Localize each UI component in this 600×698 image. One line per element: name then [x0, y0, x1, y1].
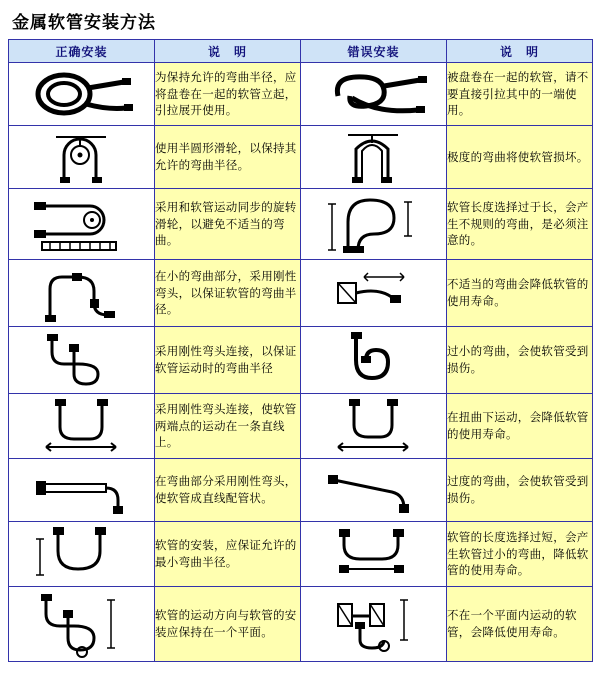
table-row [9, 63, 593, 126]
installation-methods-table [8, 39, 593, 662]
row-2-correct-description: 使用半圆形滑轮，以保持其允许的弯曲半径。 [155, 126, 301, 189]
table-row [9, 260, 593, 327]
table-row [9, 587, 593, 662]
table-row [9, 459, 593, 522]
table-row [9, 522, 593, 587]
table-row [9, 327, 593, 394]
semicircle-pulley-hose-icon [9, 126, 155, 189]
u-bend-straight-line-icon [9, 394, 155, 459]
row-4-wrong-description: 不适当的弯曲会降低软管的使用寿命。 [447, 260, 593, 327]
twisting-motion-icon [301, 394, 447, 459]
row-5-correct-description: 采用刚性弯头连接，以保证软管运动时的弯曲半径 [155, 327, 301, 394]
improper-bend-icon [301, 260, 447, 327]
row-3-wrong-description: 软管长度选择过于长，会产生不规则的弯曲，是必须注意的。 [447, 189, 593, 260]
row-4-correct-description: 在小的弯曲部分，采用刚性弯头，以保证软管的弯曲半径。 [155, 260, 301, 327]
coiled-hose-standing-icon [9, 63, 155, 126]
row-6-correct-description: 采用刚性弯头连接，使软管两端点的运动在一条直线上。 [155, 394, 301, 459]
min-bend-radius-install-icon [9, 522, 155, 587]
column-header-correct-desc: 说 明 [155, 40, 301, 63]
row-5-wrong-description: 过小的弯曲，会使软管受到损伤。 [447, 327, 593, 394]
table-row [9, 189, 593, 260]
row-7-wrong-description: 过度的弯曲，会使软管受到损伤。 [447, 459, 593, 522]
row-2-wrong-description: 极度的弯曲将使软管损坏。 [447, 126, 593, 189]
row-8-wrong-description: 软管的长度选择过短，会产生软管过小的弯曲，降低软管的使用寿命。 [447, 522, 593, 587]
too-small-bend-icon [301, 327, 447, 394]
row-7-correct-description: 在弯曲部分采用刚性弯头，使软管成直线配管状。 [155, 459, 301, 522]
excessive-bend-icon [301, 459, 447, 522]
rigid-bend-small-radius-icon [9, 260, 155, 327]
row-6-wrong-description: 在扭曲下运动，会降低软管的使用寿命。 [447, 394, 593, 459]
table-header [9, 40, 593, 63]
same-plane-movement-icon [9, 587, 155, 662]
rigid-elbow-connection-icon [9, 327, 155, 394]
column-header-wrong: 错误安装 [301, 40, 447, 63]
column-header-wrong-desc: 说 明 [447, 40, 593, 63]
straight-pipe-elbow-icon [9, 459, 155, 522]
row-9-wrong-description: 不在一个平面内运动的软管，会降低使用寿命。 [447, 587, 593, 662]
row-8-correct-description: 软管的安装，应保证允许的最小弯曲半径。 [155, 522, 301, 587]
table-row [9, 394, 593, 459]
row-9-correct-description: 软管的运动方向与软管的安装应保持在一个平面。 [155, 587, 301, 662]
coiled-hose-pulled-icon [301, 63, 447, 126]
row-1-wrong-description: 被盘卷在一起的软管，请不要直接引拉其中的一端使用。 [447, 63, 593, 126]
row-3-correct-description: 采用和软管运动同步的旋转滑轮，以避免不适当的弯曲。 [155, 189, 301, 260]
long-loose-hose-icon [301, 189, 447, 260]
table-body [9, 63, 593, 662]
row-1-correct-description: 为保持允许的弯曲半径，应将盘卷在一起的软管立起，引拉展开使用。 [155, 63, 301, 126]
page-title: 金属软管安装方法 [12, 13, 156, 33]
column-header-correct: 正确安装 [9, 40, 155, 63]
over-length-small-bend-icon [301, 522, 447, 587]
different-plane-movement-icon [301, 587, 447, 662]
rotating-pulley-chain-icon [9, 189, 155, 260]
sharp-bend-hose-icon [301, 126, 447, 189]
table-row [9, 126, 593, 189]
